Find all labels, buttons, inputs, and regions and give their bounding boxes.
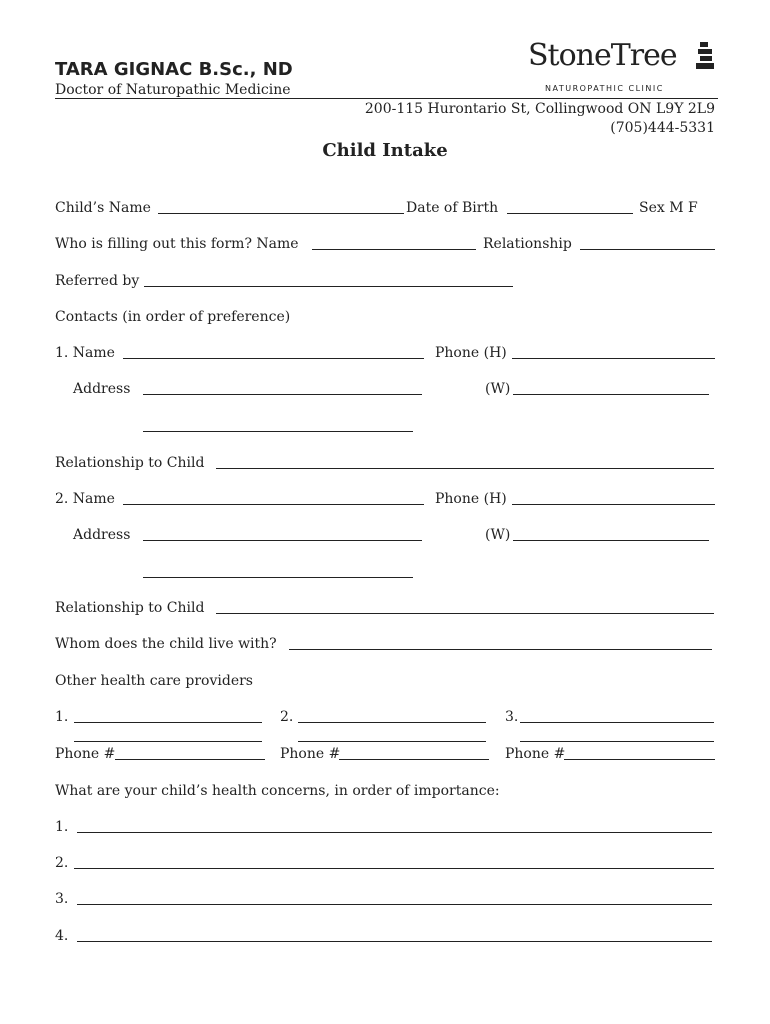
contact1-name-field[interactable]: [123, 344, 424, 359]
contact1-address-line2-field[interactable]: [143, 417, 413, 432]
contact1-address-label: Address: [73, 381, 131, 397]
provider3-line2-field[interactable]: [520, 727, 714, 742]
provider2-phone-label: Phone #: [280, 746, 341, 762]
clinic-logo-text: StoneTree: [528, 38, 677, 73]
concern2-field[interactable]: [74, 854, 714, 869]
contact1-phone-w-field[interactable]: [513, 380, 709, 395]
contact1-phone-h-label: Phone (H): [435, 345, 507, 361]
filler-name-field[interactable]: [312, 235, 476, 250]
childs-name-label: Child’s Name: [55, 200, 151, 216]
contact2-relationship-field[interactable]: [216, 599, 714, 614]
contact2-relationship-label: Relationship to Child: [55, 600, 205, 616]
dob-field[interactable]: [507, 199, 633, 214]
contact2-address-label: Address: [73, 527, 131, 543]
relationship-label: Relationship: [483, 236, 572, 252]
contact2-address-field[interactable]: [143, 526, 422, 541]
contact1-phone-h-field[interactable]: [512, 344, 715, 359]
clinic-phone: (705)444-5331: [610, 120, 715, 136]
contact1-relationship-label: Relationship to Child: [55, 455, 205, 471]
contact2-phone-w-field[interactable]: [513, 526, 709, 541]
referred-by-label: Referred by: [55, 273, 140, 289]
providers-heading: Other health care providers: [55, 673, 253, 689]
doctor-name: TARA GIGNAC B.Sc., ND: [55, 59, 293, 80]
provider2-phone-field[interactable]: [339, 745, 489, 760]
provider2-line2-field[interactable]: [298, 727, 486, 742]
provider3-number: 3.: [505, 709, 519, 725]
referred-by-field[interactable]: [144, 272, 513, 287]
provider2-field[interactable]: [298, 708, 486, 723]
stone-stack-logo-icon: [696, 42, 716, 76]
concern4-field[interactable]: [77, 927, 712, 942]
concern3-number: 3.: [55, 891, 69, 907]
concerns-heading: What are your child’s health concerns, in order of importance:: [55, 783, 500, 799]
provider1-phone-label: Phone #: [55, 746, 116, 762]
provider3-phone-label: Phone #: [505, 746, 566, 762]
contact1-phone-w-label: (W): [485, 381, 511, 397]
provider3-field[interactable]: [520, 708, 714, 723]
sex-label[interactable]: Sex M F: [639, 200, 698, 216]
contact2-phone-h-label: Phone (H): [435, 491, 507, 507]
lives-with-field[interactable]: [289, 635, 712, 650]
contact2-name-field[interactable]: [123, 490, 424, 505]
childs-name-field[interactable]: [158, 199, 404, 214]
clinic-address: 200-115 Hurontario St, Collingwood ON L9Y 2L9: [364, 101, 715, 117]
contact1-name-label: 1. Name: [55, 345, 115, 361]
contacts-heading: Contacts (in order of preference): [55, 309, 291, 325]
contact2-address-line2-field[interactable]: [143, 563, 413, 578]
concern1-number: 1.: [55, 819, 69, 835]
contact1-relationship-field[interactable]: [216, 454, 714, 469]
provider1-number: 1.: [55, 709, 69, 725]
header-divider: [55, 98, 718, 99]
lives-with-label: Whom does the child live with?: [55, 636, 277, 652]
concern4-number: 4.: [55, 928, 69, 944]
provider1-line2-field[interactable]: [74, 727, 262, 742]
provider1-phone-field[interactable]: [115, 745, 265, 760]
contact2-phone-h-field[interactable]: [512, 490, 715, 505]
concern1-field[interactable]: [77, 818, 712, 833]
contact2-phone-w-label: (W): [485, 527, 511, 543]
dob-label: Date of Birth: [406, 200, 499, 216]
provider1-field[interactable]: [74, 708, 262, 723]
filler-relationship-field[interactable]: [580, 235, 715, 250]
provider3-phone-field[interactable]: [564, 745, 715, 760]
concern2-number: 2.: [55, 855, 69, 871]
who-filling-label: Who is filling out this form? Name: [55, 236, 299, 252]
provider2-number: 2.: [280, 709, 294, 725]
contact1-address-field[interactable]: [143, 380, 422, 395]
concern3-field[interactable]: [77, 890, 712, 905]
clinic-subtitle: NATUROPATHIC CLINIC: [545, 84, 664, 93]
contact2-name-label: 2. Name: [55, 491, 115, 507]
form-title: Child Intake: [322, 140, 448, 161]
doctor-title: Doctor of Naturopathic Medicine: [55, 82, 291, 98]
